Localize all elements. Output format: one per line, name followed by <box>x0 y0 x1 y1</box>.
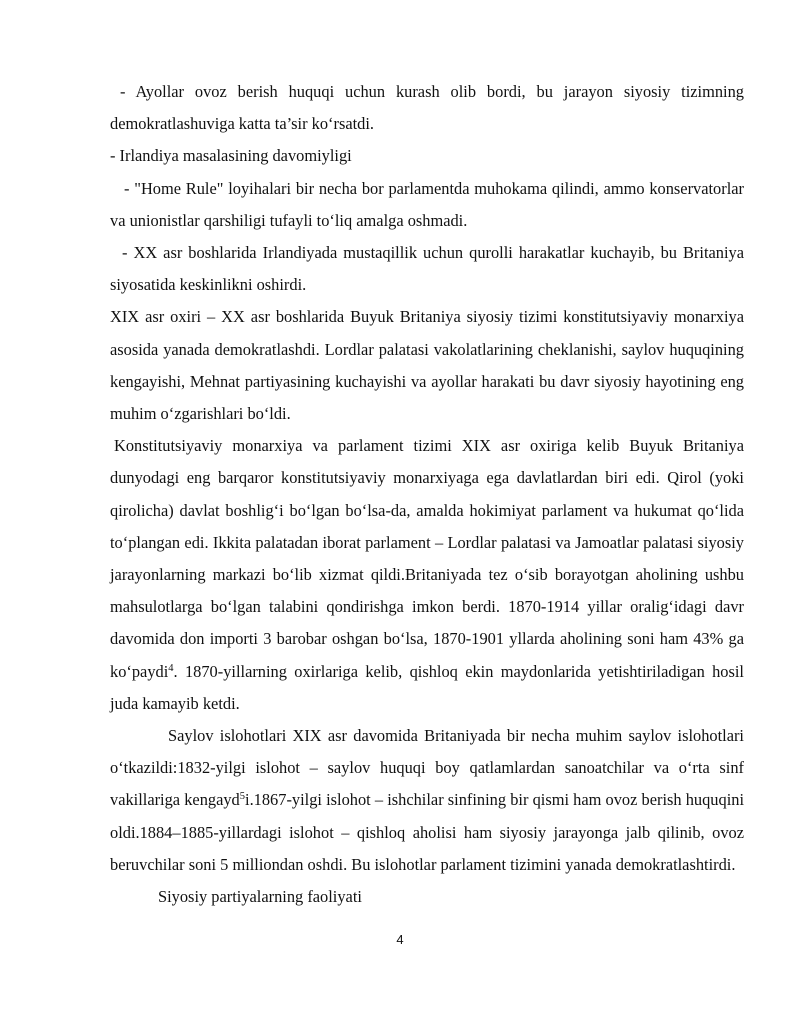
paragraph-ireland-heading: - Irlandiya masalasining davomiyligi <box>110 146 352 166</box>
document-body <box>110 76 744 913</box>
paragraph-text: . 1870-yillarning oxirlariga kelib, qishloq ekin maydonlarida yetishtiriladigan hosil juda kamayib ketdi. <box>110 661 744 713</box>
paragraph-constitutional-monarchy <box>110 430 744 720</box>
footnote-marker[interactable]: 4 <box>168 662 174 674</box>
paragraph-electoral-reforms <box>110 720 744 881</box>
page-number: 4 <box>396 932 404 947</box>
footnote-marker[interactable]: 5 <box>239 791 246 803</box>
paragraph-text: Saylov islohotlari XIX asr davomida Britaniyada bir necha muhim saylov islohotlari o‘tkazildi:1832-yilgi islohot – saylov huquqi boy qatlamlardan sanoatchilar va o‘rta sinf vakillariga kengayd <box>110 726 744 810</box>
paragraph-home-rule: - "Home Rule" loyihalari bir necha bor parlamentda muhokama qilindi, ammo konservatorlar va unionistlar qarshiligi tufayli to‘liq amalga oshmadi. <box>110 178 744 230</box>
paragraph-text: Konstitutsiyaviy monarxiya va parlament tizimi XIX asr oxiriga kelib Buyuk Britaniya dunyodagi eng barqaror konstitutsiyaviy monarxiyaga ega davlatlardan biri edi. Qirol (yoki qirolicha) davlat boshlig‘i bo‘lgan bo‘lsa-da, amalda hokimiyat parlament va hukumat qo‘lida to‘plangan edi. Ikkita palatadan iborat parlament – Lordlar palatasi va Jamoatlar palatasi siyosiy jarayonlarning markazi bo‘lib xizmat qildi.Britaniyada tez o‘sib borayotgan aholining ushbu mahsulotlarga bo‘lgan talabini qondirishga imkon berdi. 1870-1914 yillar oralig‘idagi davr davomida don importi 3 barobar oshgan bo‘lsa, 1870-1901 yllarda aholining soni ham 43% ga ko‘paydi <box>110 436 744 681</box>
paragraph-women-suffrage: - Ayollar ovoz berish huquqi uchun kurash olib bordi, bu jarayon siyosiy tizimning demokratlashuviga katta ta’sir ko‘rsatdi. <box>110 82 744 134</box>
paragraph-political-summary: XIX asr oxiri – XX asr boshlarida Buyuk Britaniya siyosiy tizimi konstitutsiyaviy monarxiya asosida yanada demokratlashdi. Lordlar palatasi vakolatlarining cheklanishi, saylov huquqining kengayishi, Mehnat partiyasining kuchayishi va ayollar harakati bu davr siyosiy hayotining eng muhim o‘zgarishlari bo‘ldi. <box>110 307 744 424</box>
paragraph-ireland-independence: - XX asr boshlarida Irlandiyada mustaqillik uchun qurolli harakatlar kuchayib, bu Britaniya siyosatida keskinlikni oshirdi. <box>110 243 744 295</box>
section-heading: Siyosiy partiyalarning faoliyati <box>158 887 362 907</box>
paragraph-text: i.1867-yilgi islohot – ishchilar sinfining bir qismi ham ovoz berish huquqini oldi.1884–1885-yillardagi islohot – qishloq aholisi ham siyosiy jarayonga jalb qilinib, ovoz beruvchilar soni 5 milliondan oshdi. Bu islohotlar parlament tizimini yanada demokratlashtirdi. <box>110 790 744 874</box>
